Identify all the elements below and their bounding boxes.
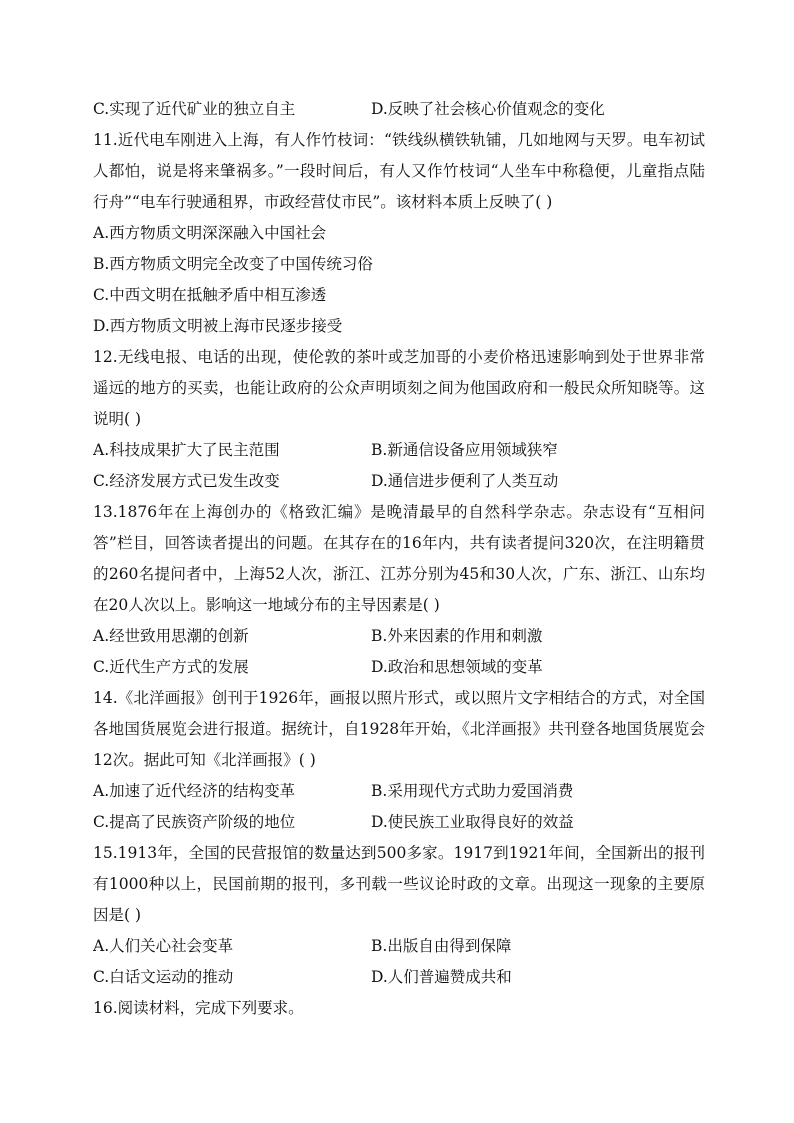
options-row [93, 435, 705, 466]
options-row [93, 807, 705, 838]
option-b: B.西方物质文明完全改变了中国传统习俗 [93, 255, 373, 273]
option-c: C.提高了民族资产阶级的地位 [93, 813, 296, 831]
option-a: A.经世致用思潮的创新 [93, 627, 249, 645]
option-c: C.中西文明在抵触矛盾中相互渗透 [93, 286, 327, 304]
question-stem: 11.近代电车刚进入上海，有人作竹枝词：“铁线纵横铁轨铺，几如地网与天罗。电车初试人都怕，说是将来肇祸多。”一段时间后，有人又作竹枝词“人坐车中称稳便，儿童指点陆行舟”“电车行驶通租界，市政经营仗市民”。该材料本质上反映了( ) [93, 131, 705, 211]
question-11 [93, 125, 705, 342]
option-d: D.政治和思想领域的变革 [371, 658, 543, 676]
option-d: D.人们普遍赞成共和 [371, 968, 512, 986]
option-b: B.出版自由得到保障 [371, 937, 512, 955]
option-a: A.西方物质文明深深融入中国社会 [93, 224, 327, 242]
option-a: A.科技成果扩大了民主范围 [93, 441, 280, 459]
option-b: B.采用现代方式助力爱国消费 [371, 782, 574, 800]
option-a: A.人们关心社会变革 [93, 937, 234, 955]
option-d: D.使民族工业取得良好的效益 [371, 813, 574, 831]
option-b: B.外来因素的作用和刺激 [371, 627, 543, 645]
options-row [93, 466, 705, 497]
option-a: A.加速了近代经济的结构变革 [93, 782, 296, 800]
question-stem: 13.1876年在上海创办的《格致汇编》是晚清最早的自然科学杂志。杂志设有“互相问答”栏目，回答读者提出的问题。在其存在的16年内，共有读者提问320次，在注明籍贯的260名提问者中，上海52人次，浙江、江苏分别为45和30人次，广东、浙江、山东均在20人次以上。影响这一地域分布的主导因素是( ) [93, 503, 705, 614]
options-row [93, 776, 705, 807]
option-d: D.西方物质文明被上海市民逐步接受 [93, 317, 343, 335]
question-stem: 15.1913年，全国的民营报馆的数量达到500多家。1917到1921年间，全国新出的报刊有1000种以上，民国前期的报刊，多刊载一些议论时政的文章。出现这一现象的主要原因是( ) [93, 844, 705, 924]
options-row [93, 652, 705, 683]
options-row [93, 931, 705, 962]
question-stem: 14.《北洋画报》创刊于1926年，画报以照片形式，或以照片文字相结合的方式，对全国各地国货展览会进行报道。据统计，自1928年开始，《北洋画报》共刊登各地国货展览会12次。据此可知《北洋画报》( ) [93, 689, 705, 769]
q10-option-c: C.实现了近代矿业的独立自主 [93, 100, 296, 118]
options-row [93, 621, 705, 652]
question-15 [93, 838, 705, 993]
question-stem: 12.无线电报、电话的出现，使伦敦的茶叶或芝加哥的小麦价格迅速影响到处于世界非常遥远的地方的买卖，也能让政府的公众声明顷刻之间为他国政府和一般民众所知晓等。这说明( ) [93, 348, 705, 428]
question-16-stem: 16.阅读材料，完成下列要求。 [93, 999, 304, 1017]
option-d: D.通信进步便利了人类互动 [371, 472, 559, 490]
option-c: C.经济发展方式已发生改变 [93, 472, 280, 490]
option-b: B.新通信设备应用领域狭窄 [371, 441, 558, 459]
options-row [93, 962, 705, 993]
question-12 [93, 342, 705, 497]
exam-content [93, 94, 705, 1024]
option-c: C.近代生产方式的发展 [93, 658, 249, 676]
q10-option-d: D.反映了社会核心价值观念的变化 [371, 100, 605, 118]
question-14 [93, 683, 705, 838]
question-13 [93, 497, 705, 683]
q10-options-row [93, 94, 705, 125]
option-c: C.白话文运动的推动 [93, 968, 234, 986]
